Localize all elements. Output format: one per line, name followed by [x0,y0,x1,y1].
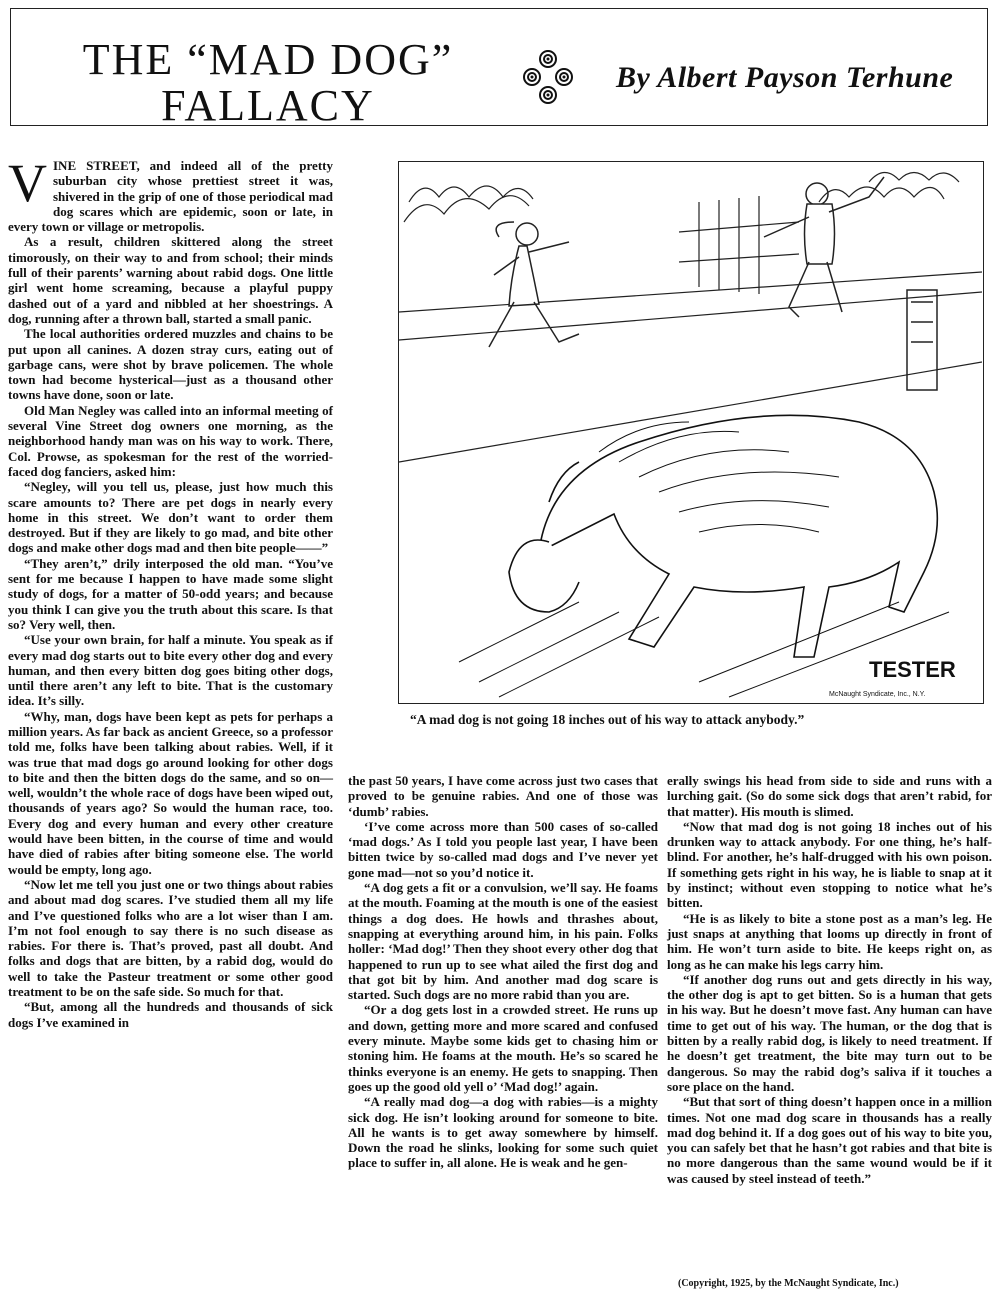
paragraph: the past 50 years, I have come across just two cases that proved to be genuine rabies. And one of those was ‘dumb’ rabies. [348,773,658,819]
header-box [10,8,988,130]
drop-cap: V [8,153,47,213]
paragraph: “A really mad dog—a dog with rabies—is a mighty sick dog. He isn’t looking around for someone to bite. All he wants is to get away somewhere by himself. Down the road he slinks, looking for some such quiet place to suffer in, all alone. He is weak and he gen- [348,1094,658,1171]
paragraph: VINE STREET, and indeed all of the pretty suburban city whose prettiest street it was, shivered in the grip of one of those periodical mad dog scares which are epidemic, soon or late, in every town or village or metropolis. [8,153,333,235]
paragraph: “Negley, will you tell us, please, just how much this scare amounts to? There are pet dogs in nearly every home in this street. We don’t want to order them destroyed. But if they are likely to go mad, and bite other dogs and make other dogs mad and then bite people——” [8,479,333,556]
artist-signature: TESTER [869,657,956,682]
paragraph: “But that sort of thing doesn’t happen once in a million times. Not one mad dog scare in thousands has a really mad dog behind it. If a dog goes out of his way to bite you, you can safely bet that he hasn’t got rabies and that bite is no more dangerous than the same wound would be if it was caused by steel instead of teeth.” [667,1094,992,1186]
paragraph: “They aren’t,” drily interposed the old man. “You’ve sent for me because I happen to have made some slight study of dogs, for a matter of 50-odd years; and because you think I can give you the truth about this scare. Is that so? Very well, then. [8,555,333,632]
paragraph: ‘I’ve come across more than 500 cases of so-called ‘mad dogs.’ As I told you people last year, I have been bitten twice by so-called mad dogs and I’ve never yet gone mad—not so you’d notice it. [348,818,658,880]
paragraph: “Now that mad dog is not going 18 inches out of his drunken way to attack anybody. For one thing, he’s half-blind. For another, he’s half-drugged with his own poison. If something gets right in his way, he is liable to snap at it by instinct; without even stopping to notice what he’s bitten. [667,818,992,911]
paragraph: Old Man Negley was called into an informal meeting of several Vine Street dog owners one morning, as the neighborhood handy man was on his way to work. There, Col. Prowse, as spokesman for the rest of the worried-faced dog fanciers, asked him: [8,402,333,479]
paragraph: “He is as likely to bite a stone post as a man’s leg. He just snaps at anything that looms up directly in front of him. He won’t turn aside to bite. He keeps right on, as long as he can make his legs carry him. [667,910,992,972]
title-line-2: FALLACY [161,81,375,130]
ornament-icon [518,47,578,107]
byline: By Albert Payson Terhune [616,61,954,94]
article-column-2 [348,773,658,1171]
illustration-caption: “A mad dog is not going 18 inches out of his way to attack anybody.” [410,712,805,727]
paragraph: “Or a dog gets lost in a crowded street. He runs up and down, getting more and more scared and confused every minute. Maybe some kids get to chasing him or stoning him. He foams at the mouth. He’s so scared he thinks everyone is an enemy. He gets to snapping. Then goes up the good old yell o’ ‘Mad dog!’ again. [348,1002,658,1094]
paragraph: “Now let me tell you just one or two things about rabies and about mad dog scares. I’ve studied them all my life and I’ve questioned folks who are a lot wiser than I am. I’m not fool enough to say there is no such disease as rabies. For there is. That’s proved, past all doubt. And folks and dogs that are bitten, by a rabid dog, would do well to take the Pasteur treatment or some other good treatment to be on the safe side. So much for that. [8,876,333,1000]
paragraph: As a result, children skittered along the street timorously, on their way to and from school; their minds full of their parents’ warning about rabid dogs. One little girl went home screaming, because a playful puppy dashed out of a yard and nibbled at her shoestrings. A dog, running after a thrown ball, started a small panic. [8,234,333,326]
article-column-1 [8,153,333,1030]
paragraph: “Use your own brain, for half a minute. You speak as if every mad dog starts out to bite every other dog and every human, and then every bitten dog goes biting other dogs, until there aren’t any left to bite. That is the customary idea. It’s silly. [8,632,333,709]
illustration [398,161,984,704]
paragraph: “A dog gets a fit or a convulsion, we’ll say. He foams at the mouth. Foaming at the mouth is one of the easiest things a dog does. He howls and thrashes about, snapping at everything around him, in his pain. Folks holler: ‘Mad dog!’ Then they shoot every other dog that happened to run up to see what ailed the first dog and that got bit by him. And another mad dog scare is started. Such dogs are no more rabid than you are. [348,880,658,1003]
paragraph: “Why, man, dogs have been kept as pets for perhaps a million years. As far back as ancient Greece, so a professor told me, folks have been talking about rabies. Well, if it was true that mad dogs go around looking for other dogs to bite and then the bitten dogs do the same, and so on—well, wouldn’t the whole race of dogs have been wiped out, thousands of years ago? So would the human race, too. Every dog and every human and every other creature would have been bitten, in the course of time and would have died of rabies after biting someone else. The world would be empty, long ago. [8,708,333,877]
title-line-1: THE “MAD DOG” [82,35,454,84]
paragraph: “But, among all the hundreds and thousands of sick dogs I’ve examined in [8,999,333,1030]
paragraph: erally swings his head from side to side and runs with a lurching gait. (So do some sick dogs that aren’t rabid, for that matter). His mouth is slimed. [667,773,992,819]
paragraph: “If another dog runs out and gets directly in his way, the other dog is apt to get bitten. So is a human that gets in his way. But he doesn’t move fast. Any human can have time to get out of his way. The human, or the dog that is bitten by a really rabid dog, is likely to need treatment. If he doesn’t get treatment, the bite may turn out to be dangerous. So may the rabid dog’s saliva if it touches a sore place on the hand. [667,971,992,1094]
article-title [33,37,503,129]
copyright-notice: (Copyright, 1925, by the McNaught Syndicate, Inc.) [678,1278,899,1289]
article-column-3 [667,773,992,1186]
illustration-credit: McNaught Syndicate, Inc., N.Y. [829,691,926,698]
paragraph: The local authorities ordered muzzles and chains to be put upon all canines. A dozen stray curs, eating out of garbage cans, were shot by brave policemen. The whole town had become hysterical—just as a thousand other towns have done, soon or late. [8,326,333,403]
illustration-drawing [399,162,982,702]
